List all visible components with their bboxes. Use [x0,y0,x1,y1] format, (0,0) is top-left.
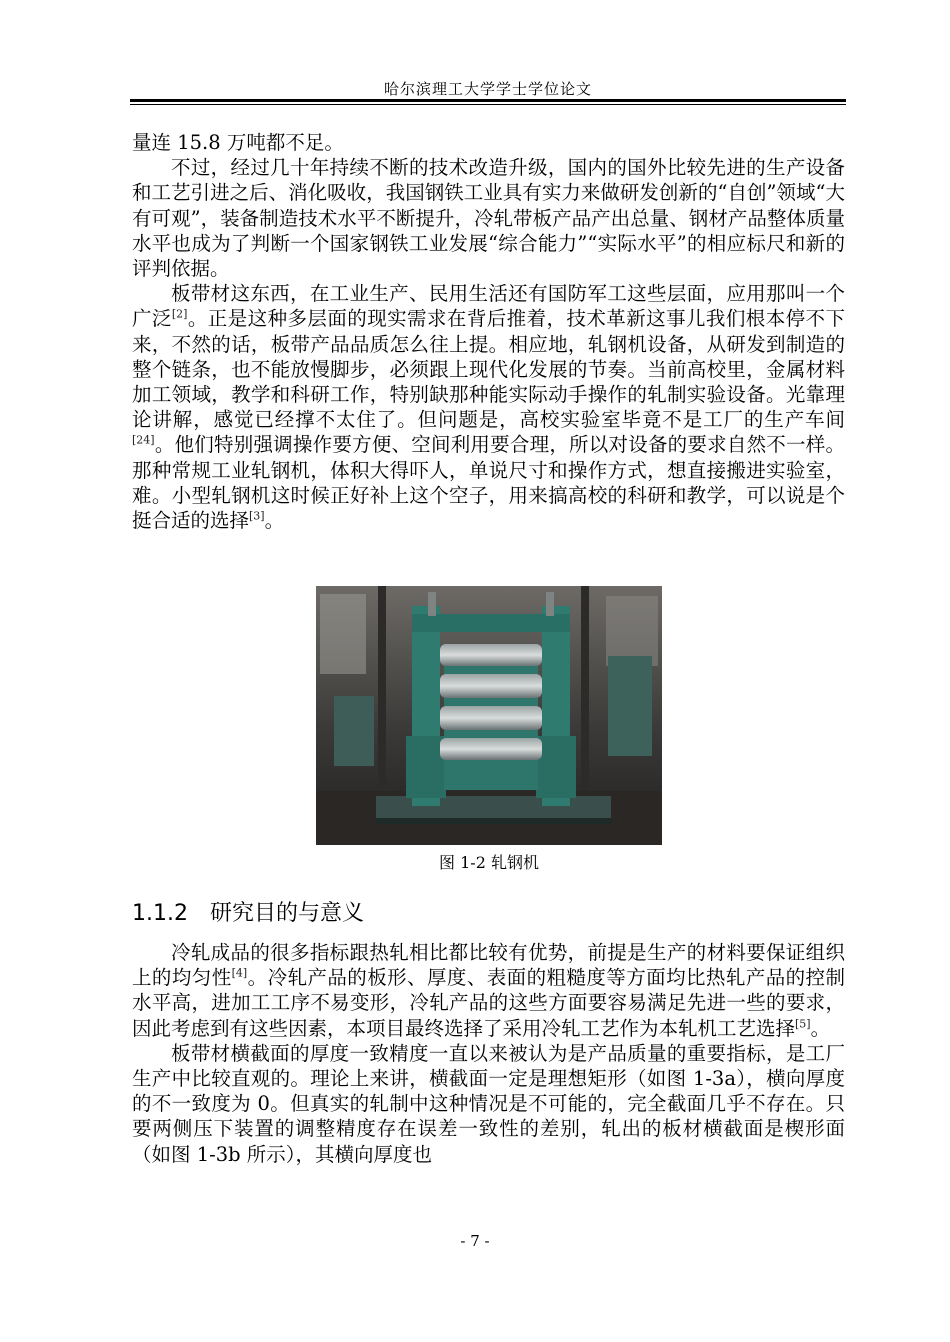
citation: [2] [171,307,188,321]
citation: [24] [132,433,155,447]
citation: [5] [795,1017,811,1031]
paragraph-3: 冷轧成品的很多指标跟热轧相比都比较有优势，前提是生产的材料要保证组织上的均匀性[4]。冷轧产品的板形、厚度、表面的粗糙度等方面均比热轧产品的控制水平高，进加工工序不易变形，冷轧产品的这些方面要容易满足先进一些的要求，因此考虑到有这些因素，本项目最终选择了采用冷轧工艺作为本轧机工艺选择[5]。 [132,941,845,1040]
header-rule-thick [130,99,846,102]
body-lower [132,940,845,1167]
rolling-mill-illustration [316,586,662,845]
citation: [4] [231,966,248,980]
paragraph-1: 不过，经过几十年持续不断的技术改造升级，国内的国外比较先进的生产设备和工艺引进之后、消化吸收，我国钢铁工业具有实力来做研发创新的“自创”领域“大有可观”，装备制造技术水平不断提升，冷轧带板产品产出总量、钢材产品整体质量水平也成为了判断一个国家钢铁工业发展“综合能力”“实际水平”的相应标尺和新的评判依据。 [132,156,845,281]
paragraph-4: 板带材横截面的厚度一致精度一直以来被认为是产品质量的重要指标，是工厂生产中比较直观的。理论上来讲，横截面一定是理想矩形（如图 1-3a），横向厚度的不一致度为 0。但真实的轧制中这种情况是不可能的，完全截面几乎不存在。只要两侧压下装置的调整精度存在误差一致性的差别，轧出的板材横截面是楔形面（如图 1-3b 所示），其横向厚度也 [132,1041,845,1166]
section-number: 1.1.2 [132,901,188,926]
figure-caption: 图 1-2 轧钢机 [439,853,539,872]
citation: [3] [249,509,265,523]
rolling-mill-photo [316,586,662,845]
running-header: 哈尔滨理工大学学士学位论文 [383,80,592,98]
paragraph-2: 板带材这东西，在工业生产、民用生活还有国防军工这些层面，应用那叫一个广泛[2]。正是这种多层面的现实需求在背后推着，技术革新这事儿我们根本停不下来，不然的话，板带产品品质怎么往上提。相应地，轧钢机设备，从研发到制造的整个链条，也不能放慢脚步，必须跟上现代化发展的节奏。当前高校里，金属材料加工领域，教学和科研工作，特别缺那种能实际动手操作的轧制实验设备。光靠理论讲解，感觉已经撑不太住了。但问题是，高校实验室毕竟不是工厂的生产车间[24]。他们特别强调操作要方便、空间利用要合理，所以对设备的要求自然不一样。那种常规工业轧钢机，体积大得吓人，单说尺寸和操作方式，想直接搬进实验室，难。小型轧钢机这时候正好补上这个空子，用来搞高校的科研和教学，可以说是个挺合适的选择[3]。 [132,282,845,533]
section-title: 研究目的与意义 [209,901,364,926]
paragraph-continuation: 量连 15.8 万吨都不足。 [132,131,344,154]
header-rule-thin [130,104,846,105]
section-heading [132,896,364,927]
body-upper [132,130,845,533]
page-number: - 7 - [460,1232,490,1250]
